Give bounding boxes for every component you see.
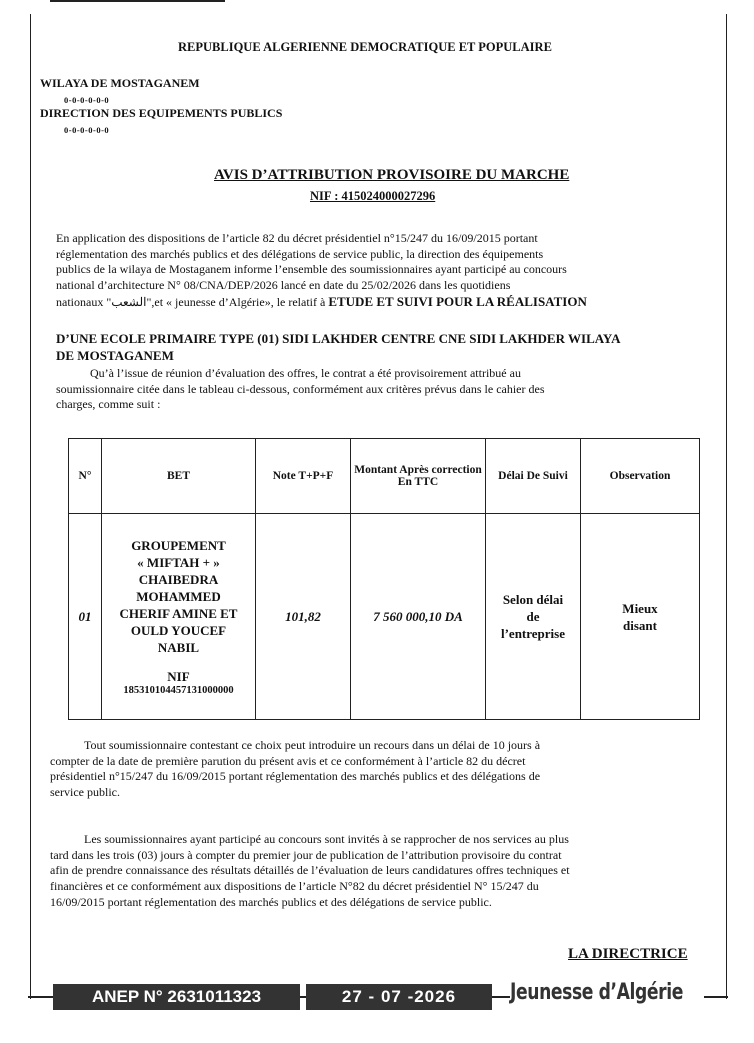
bet-line: « MIFTAH + » — [137, 555, 220, 570]
invitation-paragraph — [50, 832, 712, 911]
intro-line: national d’architecture N° 08/CNA/DEP/2026 lancé en date du 25/02/2026 dans les quotidiens — [56, 278, 511, 293]
evaluation-line: soumissionnaire citée dans le tableau ci-dessous, conformément aux critères prévus dans le cahier des — [56, 381, 545, 396]
direction-label: DIRECTION DES EQUIPEMENTS PUBLICS — [40, 106, 283, 120]
notice-nif: NIF : 415024000027296 — [310, 189, 436, 203]
publication-date: 27 - 07 -2026 — [306, 984, 492, 1010]
row-no: 01 — [69, 514, 102, 720]
delai-line: l’entreprise — [500, 626, 566, 641]
bet-line: OULD YOUCEF — [130, 623, 227, 638]
row-montant: 7 560 000,10 DA — [351, 514, 486, 720]
top-rule — [50, 0, 225, 2]
intro-text: nationaux "الشعب",et « jeunesse d’Algérie», le relatif à — [56, 294, 329, 309]
header-bet: BET — [102, 439, 256, 514]
recours-paragraph — [50, 738, 712, 801]
table-row — [69, 514, 700, 720]
intro-paragraph — [56, 231, 704, 311]
table-header-row — [69, 439, 700, 514]
bet-line: MOHAMMED — [136, 589, 221, 604]
project-title-start: ETUDE ET SUIVI POUR LA RÉALISATION — [328, 293, 587, 309]
bet-line: GROUPEMENT — [131, 538, 226, 553]
separator-1: 0-0-0-0-0-0 — [64, 95, 110, 105]
bet-nif-value: 185310104457131000000 — [123, 685, 234, 696]
notice-title: AVIS D’ATTRIBUTION PROVISOIRE DU MARCHE — [214, 167, 570, 183]
row-bet — [102, 514, 256, 720]
project-title-line: D’UNE ECOLE PRIMAIRE TYPE (01) SIDI LAKHDER CENTRE CNE SIDI LAKHDER WILAYA — [56, 331, 621, 346]
invitation-line: afin de prendre connaissance des résultats détaillés de l’évaluation de leurs candidatures offres techniques et — [50, 863, 570, 878]
footer-rule — [28, 996, 54, 998]
observation-line: disant — [623, 617, 657, 633]
header-no: N° — [69, 439, 102, 514]
row-note: 101,82 — [256, 514, 351, 720]
footer-rule — [492, 996, 510, 998]
header-note: Note T+P+F — [256, 439, 351, 514]
delai-line: Selon délai — [502, 592, 564, 607]
anep-number: ANEP N° 2631011323 — [53, 984, 300, 1010]
recours-line: présidentiel n°15/247 du 16/09/2015 portant réglementation des marchés publics et des délégations de — [50, 769, 541, 784]
intro-line: publics de la wilaya de Mostaganem informe l’ensemble des soumissionnaires ayant participé au concours — [56, 262, 567, 277]
footer-rule — [704, 996, 728, 998]
header-montant: Montant Après correction En TTC — [351, 439, 486, 514]
evaluation-paragraph — [56, 366, 716, 413]
separator-2: 0-0-0-0-0-0 — [64, 125, 110, 135]
invitation-line: 16/09/2015 portant réglementation des marchés publics et des délégations de service public. — [50, 894, 492, 909]
bet-nif-label: NIF — [167, 669, 190, 684]
evaluation-line: charges, comme suit : — [56, 397, 161, 412]
signature: LA DIRECTRICE — [568, 946, 688, 962]
bet-line: CHAIBEDRA — [138, 572, 219, 587]
award-table — [68, 438, 700, 720]
observation-line: Mieux — [622, 600, 658, 616]
intro-line: En application des dispositions de l’article 82 du décret présidentiel n°15/247 du 16/09/2015 portant — [56, 231, 538, 245]
republic-heading: REPUBLIQUE ALGERIENNE DEMOCRATIQUE ET POPULAIRE — [178, 40, 552, 54]
project-title-end: DE MOSTAGANEM — [56, 348, 174, 363]
invitation-line: Les soumissionnaires ayant participé au concours sont invités à se rapprocher de nos services au plus — [84, 832, 569, 846]
invitation-line: tard dans les trois (03) jours à compter du premier jour de publication de l’attribution provisoire du contrat — [50, 847, 562, 862]
delai-line: de — [526, 609, 540, 624]
evaluation-line: Qu’à l’issue de réunion d’évaluation des offres, le contrat a été provisoirement attribué au — [90, 366, 521, 380]
header-observation: Observation — [581, 439, 700, 514]
intro-line: réglementation des marchés publics et des délégations de service public, la direction des équipements — [56, 246, 544, 261]
wilaya-label: WILAYA DE MOSTAGANEM — [40, 76, 200, 90]
recours-line: service public. — [50, 785, 120, 800]
invitation-line: financières et ce conformément aux dispositions de l’article N°82 du décret présidentiel N° 15/247 du — [50, 879, 539, 894]
recours-line: Tout soumissionnaire contestant ce choix peut introduire un recours dans un délai de 10 jours à — [84, 738, 541, 752]
row-observation — [581, 514, 700, 720]
recours-line: compter de la date de première parution du présent avis et ce conformément à l’article 82 du décret — [50, 753, 526, 768]
intro-line — [56, 294, 704, 311]
header-delai: Délai De Suivi — [486, 439, 581, 514]
newspaper-logo: Jeunesse d’Algérie — [510, 980, 683, 1005]
bet-line: NABIL — [157, 640, 200, 655]
bet-line: CHERIF AMINE ET — [119, 606, 238, 621]
row-delai — [486, 514, 581, 720]
